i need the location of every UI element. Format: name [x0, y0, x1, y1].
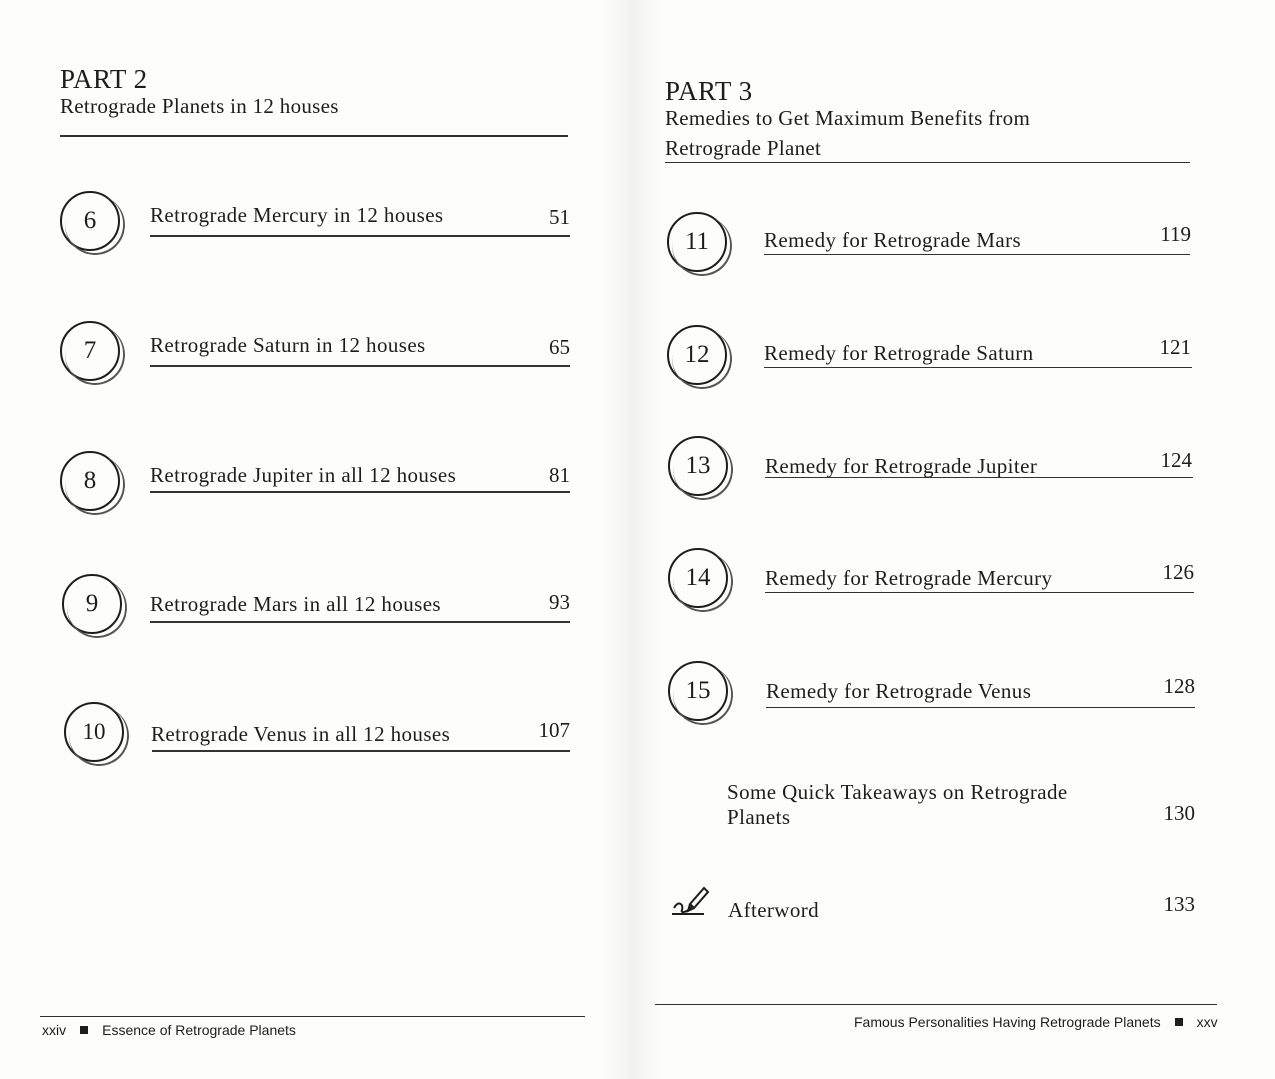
toc-entry[interactable] — [0, 698, 630, 778]
part-label: PART 3 — [665, 76, 753, 106]
toc-entry[interactable] — [640, 542, 1275, 622]
square-bullet-icon — [80, 1026, 88, 1034]
part-title: Retrograde Planets in 12 houses — [60, 94, 339, 118]
page-footer — [854, 1014, 1218, 1030]
chapter-page-number: 107 — [538, 718, 570, 742]
entry-rule — [764, 367, 1192, 368]
toc-entry[interactable] — [0, 183, 630, 263]
part-label: PART 2 — [60, 64, 148, 94]
chapter-title: Remedy for Retrograde Mercury — [765, 566, 1053, 590]
chapter-number-circle: 10 — [64, 702, 124, 762]
footer-rule — [655, 1004, 1217, 1005]
chapter-title: Retrograde Jupiter in all 12 houses — [150, 463, 457, 487]
chapter-page-number: 126 — [1162, 560, 1194, 584]
right-page — [640, 0, 1275, 1079]
toc-entry-takeaways[interactable] — [640, 778, 1275, 838]
afterword-title: Afterword — [728, 898, 820, 922]
takeaways-title-line-2: Planets — [727, 805, 791, 829]
chapter-number-circle: 7 — [60, 321, 120, 381]
chapter-number-circle: 6 — [60, 191, 120, 251]
toc-entry[interactable] — [0, 570, 630, 650]
chapter-title: Remedy for Retrograde Venus — [766, 679, 1032, 703]
left-page — [0, 0, 630, 1079]
takeaways-title-line-1: Some Quick Takeaways on Retrograde — [727, 780, 1068, 804]
entry-rule — [765, 592, 1194, 593]
chapter-title: Retrograde Mercury in 12 houses — [150, 203, 444, 227]
part-rule — [60, 135, 568, 137]
toc-entry[interactable] — [640, 204, 1275, 284]
chapter-page-number: 119 — [1160, 222, 1191, 246]
toc-entry[interactable] — [640, 430, 1275, 510]
entry-rule — [150, 491, 570, 493]
toc-entry[interactable] — [640, 317, 1275, 397]
chapter-title: Remedy for Retrograde Jupiter — [765, 454, 1038, 478]
chapter-number-circle: 13 — [668, 436, 728, 496]
toc-entry[interactable] — [0, 313, 630, 393]
chapter-page-number: 128 — [1163, 674, 1195, 698]
chapter-title: Retrograde Mars in all 12 houses — [150, 592, 441, 616]
footer-page-numeral: xxiv — [42, 1022, 67, 1038]
chapter-title: Retrograde Saturn in 12 houses — [150, 333, 426, 357]
square-bullet-icon — [1175, 1018, 1183, 1026]
part-rule — [665, 162, 1190, 163]
entry-rule — [764, 254, 1190, 255]
entry-rule — [152, 750, 570, 752]
takeaways-page-number: 130 — [1163, 801, 1195, 825]
part-title-line-1: Remedies to Get Maximum Benefits from — [665, 106, 1031, 130]
afterword-page-number: 133 — [1163, 892, 1195, 916]
chapter-number-circle: 8 — [60, 451, 120, 511]
chapter-title: Remedy for Retrograde Mars — [764, 228, 1022, 252]
part-title-line-2: Retrograde Planet — [665, 136, 822, 160]
entry-rule — [766, 707, 1195, 708]
toc-entry[interactable] — [640, 655, 1275, 735]
entry-rule — [150, 365, 570, 367]
chapter-page-number: 121 — [1159, 335, 1191, 359]
chapter-number-circle: 11 — [667, 212, 727, 272]
footer-page-numeral: xxv — [1196, 1014, 1218, 1030]
chapter-page-number: 93 — [549, 590, 570, 614]
chapter-number-circle: 9 — [62, 574, 122, 634]
footer-rule — [40, 1016, 585, 1017]
footer-running-title: Famous Personalities Having Retrograde Planets — [854, 1014, 1161, 1030]
chapter-title: Remedy for Retrograde Saturn — [764, 341, 1034, 365]
entry-rule — [150, 235, 570, 237]
pen-writing-icon — [668, 884, 710, 920]
chapter-page-number: 65 — [549, 335, 570, 359]
chapter-number-circle: 15 — [668, 661, 728, 721]
chapter-number-circle: 14 — [668, 548, 728, 608]
page-footer — [42, 1022, 296, 1038]
chapter-page-number: 51 — [549, 205, 570, 229]
toc-entry-afterword[interactable] — [640, 880, 1275, 930]
chapter-number-circle: 12 — [667, 325, 727, 385]
footer-running-title: Essence of Retrograde Planets — [102, 1022, 296, 1038]
chapter-page-number: 81 — [549, 463, 570, 487]
chapter-title: Retrograde Venus in all 12 houses — [151, 722, 451, 746]
entry-rule — [150, 621, 570, 623]
entry-rule — [765, 477, 1193, 478]
toc-entry[interactable] — [0, 443, 630, 523]
chapter-page-number: 124 — [1160, 448, 1192, 472]
